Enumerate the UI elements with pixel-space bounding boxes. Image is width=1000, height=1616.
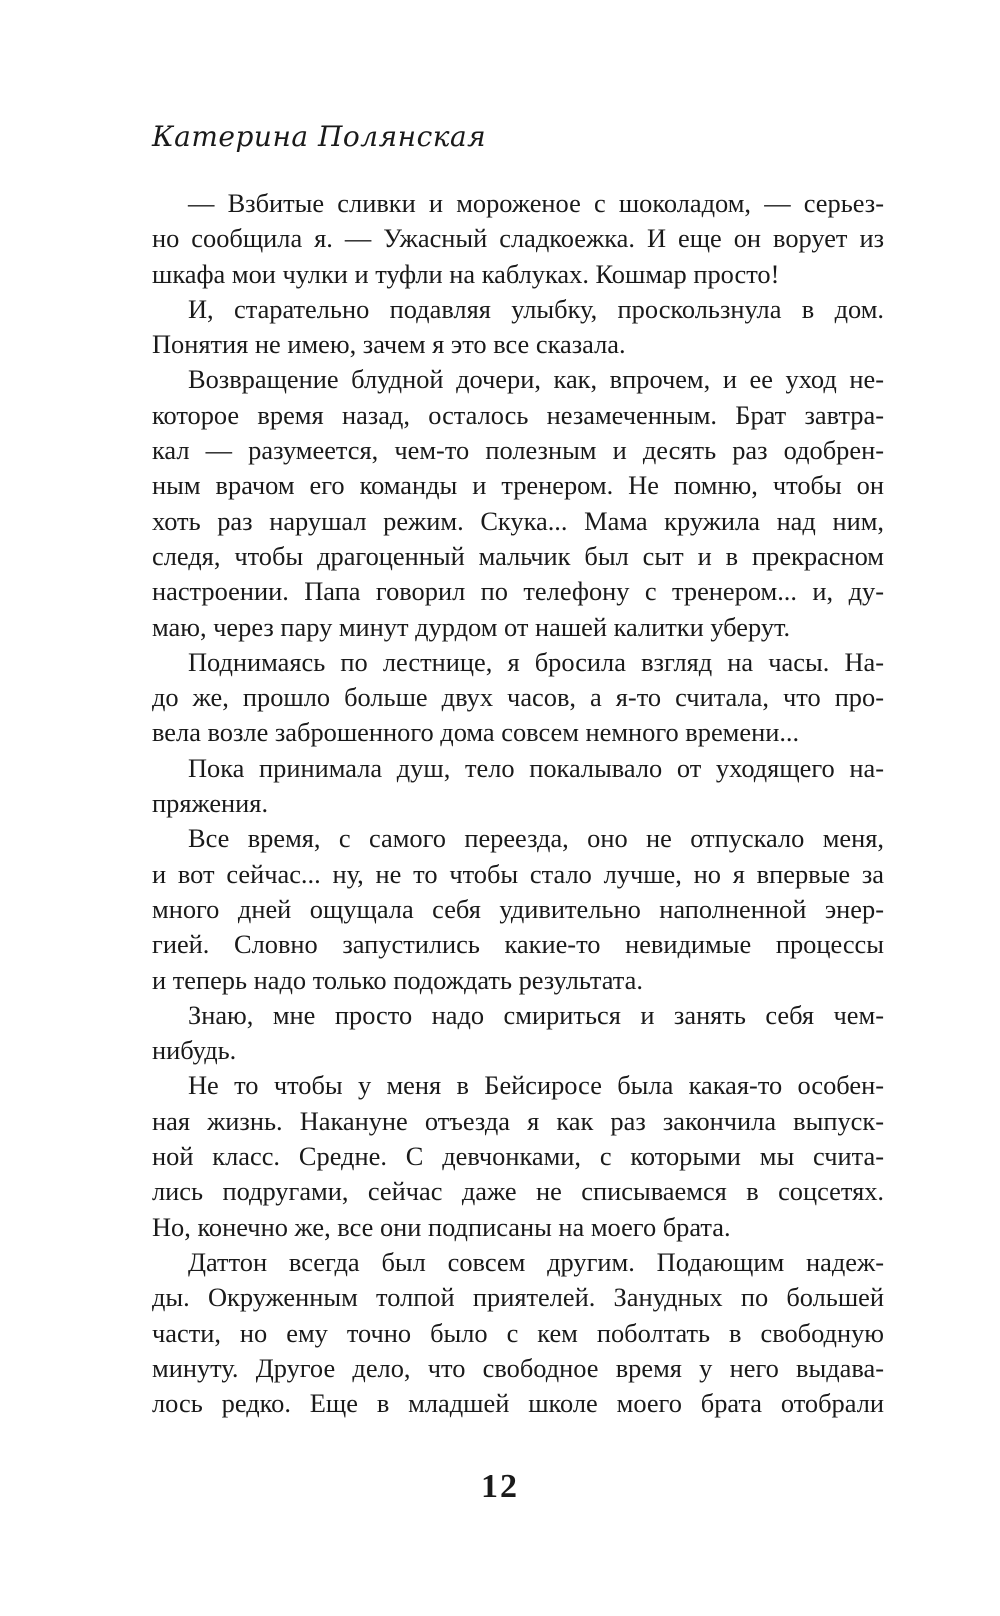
text-line: Возвращение блудной дочери, как, впрочем, и ее уход не- <box>188 364 884 395</box>
text-line: Но, конечно же, все они подписаны на моего брата. <box>152 1211 731 1242</box>
text-line: Все время, с самого переезда, оно не отпускало меня, <box>188 823 884 854</box>
text-line: ным врачом его команды и тренером. Не помню, чтобы он <box>152 470 884 501</box>
text-line: лись подругами, сейчас даже не списываемся в соцсетях. <box>152 1176 884 1207</box>
text-line: ной класс. Средне. С девчонками, с которыми мы счита- <box>152 1141 884 1172</box>
text-line: много дней ощущала себя удивительно наполненной энер- <box>152 893 884 924</box>
text-line: Поднимаясь по лестнице, я бросила взгляд на часы. На- <box>188 646 884 677</box>
text-line: и вот сейчас... ну, не то чтобы стало лучше, но я впервые за <box>152 858 884 889</box>
text-line: Знаю, мне просто надо смириться и занять себя чем- <box>188 999 884 1030</box>
text-line: до же, прошло больше двух часов, а я-то считала, что про- <box>152 682 884 713</box>
text-line: маю, через пару минут дурдом от нашей калитки уберут. <box>152 611 791 642</box>
text-line: вела возле заброшенного дома совсем немного времени... <box>152 717 800 748</box>
text-line: Понятия не имею, зачем я это все сказала. <box>152 329 626 360</box>
text-line: шкафа мои чулки и туфли на каблуках. Кошмар просто! <box>152 258 780 289</box>
text-line: Даттон всегда был совсем другим. Подающим надеж- <box>188 1246 884 1277</box>
text-line: настроении. Папа говорил по телефону с тренером... и, ду- <box>152 576 884 607</box>
text-line: следя, чтобы драгоценный мальчик был сыт и в прекрасном <box>152 540 884 571</box>
text-line: хоть раз нарушал режим. Скука... Мама кружила над ним, <box>152 505 884 536</box>
text-line: части, но ему точно было с кем поболтать в свободную <box>152 1317 884 1348</box>
body-text <box>152 186 884 1421</box>
text-line: Пока принимала душ, тело покалывало от уходящего на- <box>188 752 884 783</box>
text-line: ная жизнь. Накануне отъезда я как раз закончила выпуск- <box>152 1105 884 1136</box>
text-line: Не то чтобы у меня в Бейсиросе была какая-то особен- <box>188 1070 884 1101</box>
running-head-author: Катерина Полянская <box>152 120 487 153</box>
text-line: пряжения. <box>152 788 269 819</box>
page-number: 12 <box>481 1468 519 1505</box>
text-line: нибудь. <box>152 1035 237 1066</box>
text-line: гией. Словно запустились какие-то невидимые процессы <box>152 929 884 960</box>
text-line: которое время назад, осталось незамеченным. Брат завтра- <box>152 399 884 430</box>
text-line: кал — разумеется, чем-то полезным и десять раз одобрен- <box>152 435 884 466</box>
text-line: минуту. Другое дело, что свободное время у него выдава- <box>152 1352 884 1383</box>
text-line: и теперь надо только подождать результата. <box>152 964 643 995</box>
text-line: — Взбитые сливки и мороженое с шоколадом, — серьез- <box>188 188 884 218</box>
text-line: И, старательно подавляя улыбку, проскользнула в дом. <box>188 293 884 324</box>
text-line: лось редко. Еще в младшей школе моего брата отобрали <box>152 1388 884 1419</box>
text-line: ды. Окруженным толпой приятелей. Занудных по большей <box>152 1282 884 1313</box>
text-line: но сообщила я. — Ужасный сладкоежка. И еще он ворует из <box>152 223 884 254</box>
